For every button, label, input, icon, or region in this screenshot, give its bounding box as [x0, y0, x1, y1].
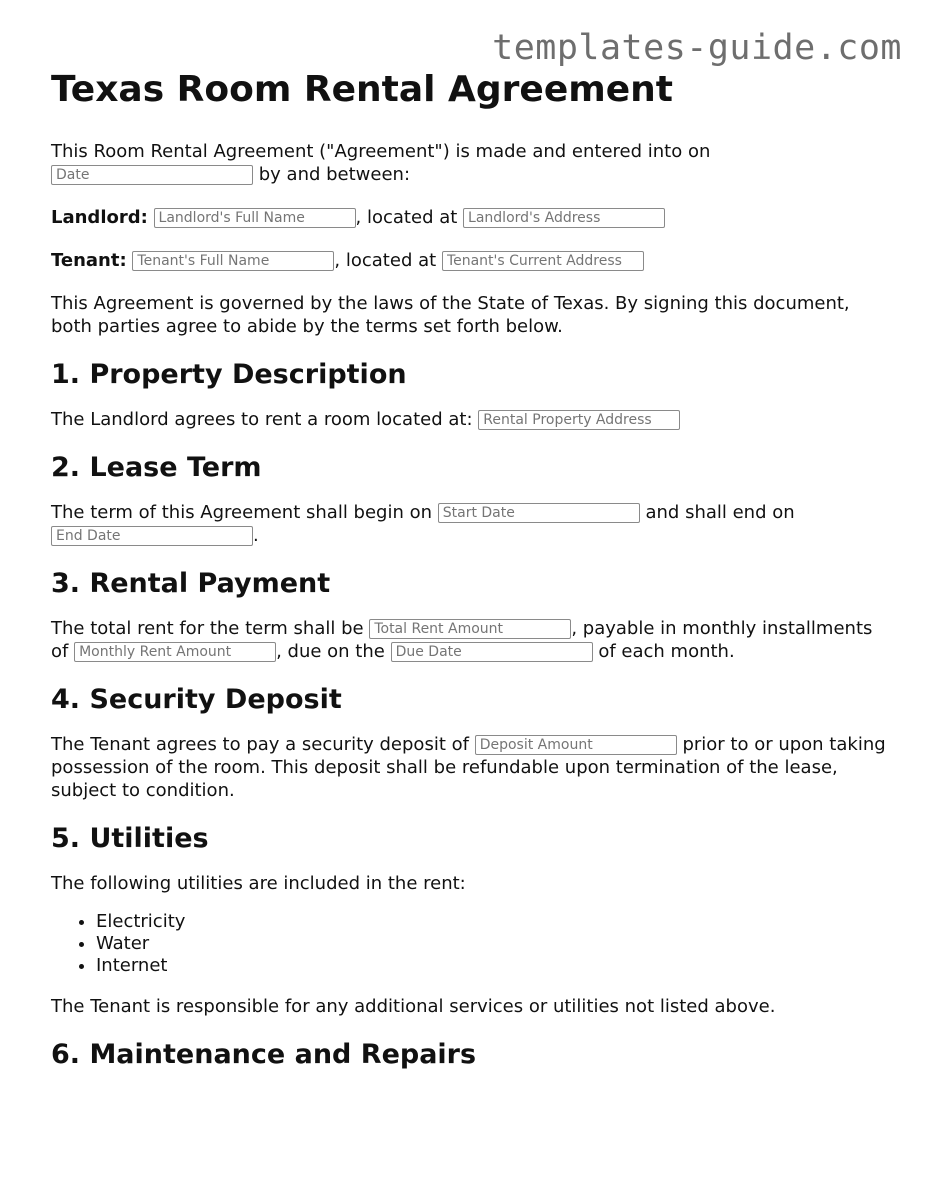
landlord-label: Landlord:	[51, 207, 148, 228]
watermark: templates-guide.com	[492, 28, 902, 68]
section-4-text-before: The Tenant agrees to pay a security deposit of	[51, 734, 469, 755]
section-3-text-end: of each month.	[598, 641, 735, 662]
agreement-date-input[interactable]	[51, 165, 253, 185]
start-date-input[interactable]	[438, 503, 640, 523]
landlord-line	[51, 206, 891, 229]
tenant-label: Tenant:	[51, 250, 127, 271]
tenant-name-input[interactable]	[132, 251, 334, 271]
section-1-paragraph	[51, 408, 891, 431]
list-item: • Internet	[96, 955, 891, 977]
section-6-heading: 6. Maintenance and Repairs	[51, 1039, 477, 1070]
section-1-text: The Landlord agrees to rent a room located at:	[51, 409, 473, 430]
section-5-intro: The following utilities are included in the rent:	[51, 873, 466, 894]
governing-paragraph: This Agreement is governed by the laws of the State of Texas. By signing this document, both parties agree to abide by the terms set forth below.	[51, 293, 850, 337]
deposit-amount-input[interactable]	[475, 735, 677, 755]
section-4-paragraph	[51, 733, 891, 802]
section-4-heading: 4. Security Deposit	[51, 684, 342, 715]
rental-property-address-input[interactable]	[478, 410, 680, 430]
section-3-paragraph	[51, 617, 891, 663]
tenant-located-text: , located at	[334, 250, 437, 271]
page-title: Texas Room Rental Agreement	[51, 69, 674, 110]
section-2-heading: 2. Lease Term	[51, 452, 262, 483]
monthly-rent-input[interactable]	[74, 642, 276, 662]
section-2-text-middle: and shall end on	[645, 502, 795, 523]
section-3-text-before: The total rent for the term shall be	[51, 618, 364, 639]
intro-text-after: by and between:	[258, 164, 411, 185]
section-2-text-end: .	[253, 525, 259, 546]
section-5-note: The Tenant is responsible for any additional services or utilities not listed above.	[51, 996, 776, 1017]
list-item: • Water	[96, 933, 891, 955]
end-date-input[interactable]	[51, 526, 253, 546]
section-2-text-before: The term of this Agreement shall begin on	[51, 502, 433, 523]
section-4-text-after: prior to or upon taking possession of the room. This deposit shall be refundable upon termination of the lease, subject to condition.	[51, 734, 886, 801]
section-5-heading: 5. Utilities	[51, 823, 209, 854]
section-3-text-due: , due on the	[276, 641, 385, 662]
document-body	[51, 62, 891, 1088]
utilities-list	[51, 911, 891, 977]
intro-paragraph	[51, 140, 891, 186]
total-rent-input[interactable]	[369, 619, 571, 639]
due-date-input[interactable]	[391, 642, 593, 662]
section-2-paragraph	[51, 501, 891, 547]
tenant-line	[51, 249, 891, 272]
tenant-address-input[interactable]	[442, 251, 644, 271]
section-3-text-middle: , payable in monthly installments of	[51, 618, 873, 662]
section-3-heading: 3. Rental Payment	[51, 568, 331, 599]
intro-text: This Room Rental Agreement ("Agreement") is made and entered into on	[51, 141, 711, 162]
landlord-name-input[interactable]	[154, 208, 356, 228]
landlord-address-input[interactable]	[463, 208, 665, 228]
landlord-located-text: , located at	[355, 207, 458, 228]
list-item: • Electricity	[96, 911, 891, 933]
section-1-heading: 1. Property Description	[51, 359, 407, 390]
